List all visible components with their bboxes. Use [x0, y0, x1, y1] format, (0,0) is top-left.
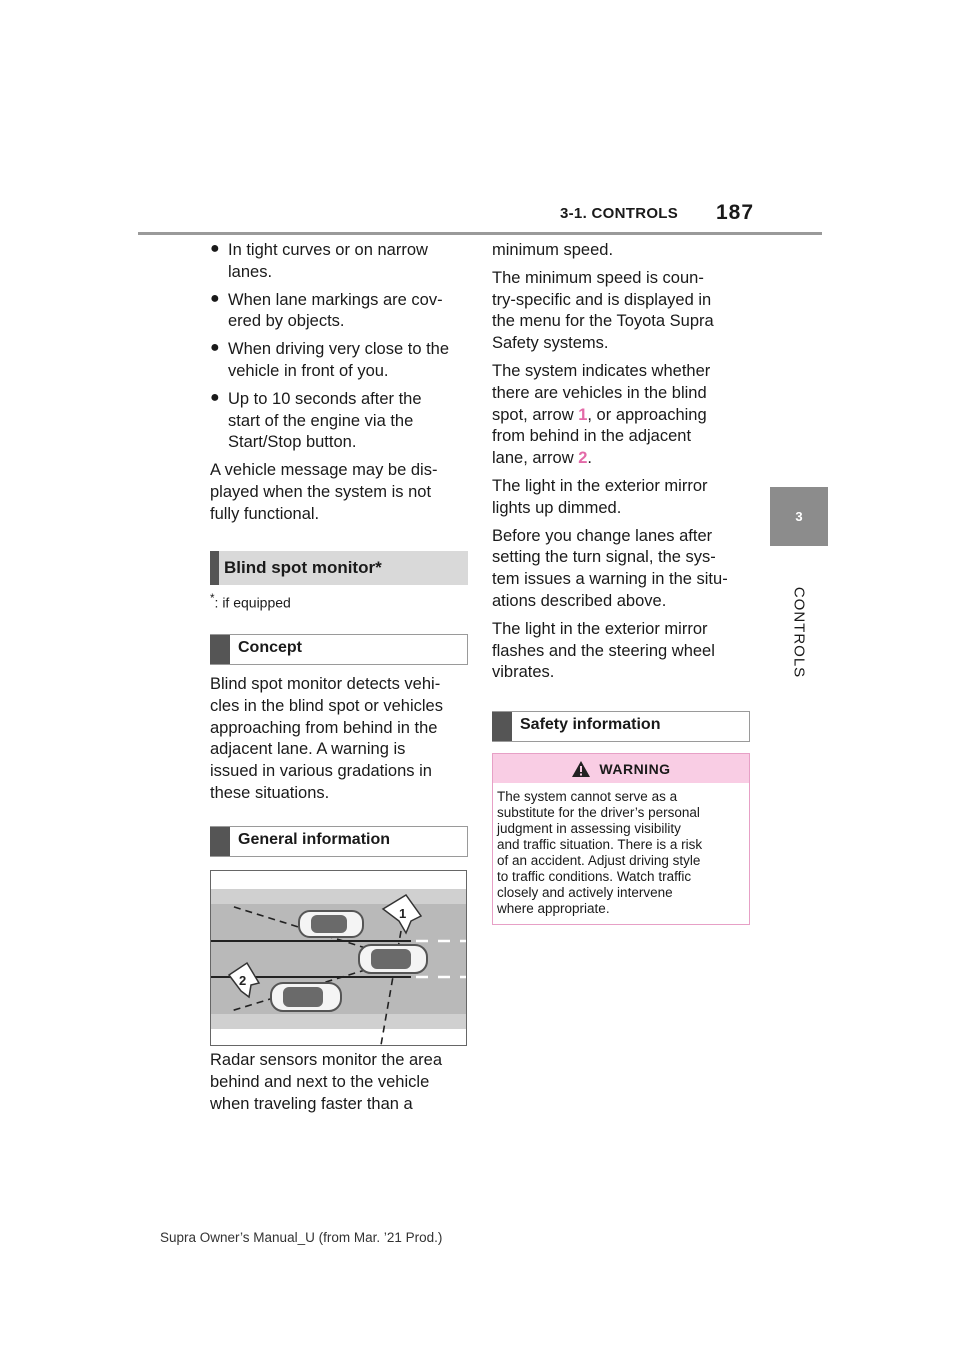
text-line: setting the turn signal, the sys- [492, 548, 716, 567]
text-line: The system cannot serve as a [497, 789, 678, 804]
text-line: Safety systems. [492, 334, 609, 353]
bullet-line: vehicle in front of you. [228, 361, 389, 380]
bullet-line: start of the engine via the [228, 411, 414, 430]
header-rule [138, 232, 822, 235]
paragraph [492, 361, 752, 470]
paragraph [210, 460, 475, 525]
text-line: flashes and the steering wheel [492, 641, 715, 660]
paragraph [492, 240, 752, 262]
radar-paragraph [210, 1050, 475, 1115]
footnote-mark: * [210, 592, 215, 605]
text-line: ations described above. [492, 591, 667, 610]
text-run: spot, arrow [492, 405, 579, 424]
chapter-label: CONTROLS [790, 586, 808, 679]
text-line: approaching from behind in the [210, 718, 438, 737]
text-line: tem issues a warning in the situ- [492, 570, 728, 589]
subheading-text: Concept [238, 639, 302, 656]
bullet-icon: ● [210, 240, 220, 257]
bullet-icon: ● [210, 289, 220, 307]
text-line: Before you change lanes after [492, 526, 713, 545]
text-line: when traveling faster than a [210, 1094, 413, 1113]
warning-triangle-icon [571, 760, 591, 778]
text-line: to traffic conditions. Watch traffic [497, 869, 692, 884]
text-line: the menu for the Toyota Supra [492, 312, 714, 331]
bullet-icon: ● [210, 339, 220, 357]
text-line: try-specific and is displayed in [492, 290, 712, 309]
warning-box [492, 753, 750, 925]
bullet-line: When driving very close to the [228, 340, 450, 359]
heading-bar [210, 635, 230, 664]
text-line: fully functional. [210, 504, 320, 523]
text-line: The minimum speed is coun- [492, 268, 704, 287]
bullet-line: Start/Stop button. [228, 433, 357, 452]
text-line: substitute for the driver’s personal [497, 805, 700, 820]
left-column [210, 240, 475, 532]
text-run: , or approaching [587, 405, 707, 424]
heading-bar [210, 827, 230, 856]
paragraph [492, 268, 752, 355]
text-line: lights up dimmed. [492, 498, 622, 517]
chapter-tab: 3 [770, 487, 828, 546]
road-illustration [211, 871, 466, 1045]
text-line: where appropriate. [497, 901, 610, 916]
bullet-line: Up to 10 seconds after the [228, 389, 422, 408]
section-heading: Blind spot monitor* [210, 551, 468, 585]
subheading-concept [210, 634, 468, 665]
warning-title: WARNING [599, 760, 671, 777]
text-line: issued in various gradations in [210, 762, 432, 781]
text-line: A vehicle message may be dis- [210, 461, 438, 480]
text-line: The system indicates whether [492, 361, 711, 380]
text-line: from behind in the adjacent [492, 427, 692, 446]
bullet-line: In tight curves or on narrow [228, 241, 428, 259]
text-run: lane, arrow [492, 449, 579, 468]
page-footer: Supra Owner’s Manual_U (from Mar. ’21 Prod.) [160, 1230, 443, 1245]
bullet-icon: ● [210, 388, 220, 406]
text-line: and traffic situation. There is a risk [497, 837, 703, 852]
text-line: behind and next to the vehicle [210, 1072, 430, 1091]
car-bottom-icon [271, 983, 341, 1011]
page-number: 187 [716, 201, 755, 224]
text-line: Radar sensors monitor the area [210, 1051, 443, 1069]
arrow-2-label: 2 [239, 973, 247, 988]
section-title: 3-1. CONTROLS [560, 205, 679, 222]
bullet-line: ered by objects. [228, 312, 345, 331]
subheading-safety [492, 711, 750, 742]
text-line: The light in the exterior mirror [492, 476, 708, 495]
paragraph [492, 476, 752, 520]
text-line [492, 448, 752, 470]
concept-paragraph [210, 674, 475, 805]
text-line: Blind spot monitor detects vehi- [210, 675, 441, 693]
bullet-line: lanes. [228, 262, 273, 281]
bullet-item [210, 339, 475, 383]
car-top-icon [299, 911, 363, 937]
text-line: The light in the exterior mirror [492, 619, 708, 638]
text-line: of an accident. Adjust driving style [497, 853, 701, 868]
text-line: there are vehicles in the blind [492, 383, 707, 402]
blind-spot-figure [210, 870, 467, 1046]
text-run: . [587, 449, 592, 468]
text-line: minimum speed. [492, 241, 614, 259]
subheading-text: General information [238, 831, 391, 848]
bullet-item [210, 240, 475, 284]
text-line: these situations. [210, 783, 330, 802]
text-line: adjacent lane. A warning is [210, 740, 406, 759]
car-middle-icon [359, 945, 427, 973]
footnote [210, 592, 291, 611]
heading-bar [492, 712, 512, 741]
bullet-line: When lane markings are cov- [228, 290, 443, 309]
text-line: judgment in assessing visibility [497, 821, 681, 836]
text-line: closely and actively intervene [497, 885, 673, 900]
arrow-ref-1: 1 [578, 405, 588, 424]
subheading-text: Safety information [520, 716, 661, 733]
subheading-general [210, 826, 468, 857]
paragraph [492, 526, 752, 613]
arrow-ref-2: 2 [578, 449, 588, 468]
warning-header [493, 754, 749, 783]
text-line: cles in the blind spot or vehicles [210, 696, 443, 715]
warning-text [493, 783, 749, 917]
bullet-item [210, 290, 475, 334]
text-line [492, 405, 752, 427]
text-line: vibrates. [492, 663, 555, 682]
arrow-1-label: 1 [399, 906, 407, 921]
text-line: played when the system is not [210, 482, 432, 501]
bullet-item [210, 389, 475, 454]
paragraph [492, 619, 752, 684]
right-column [492, 240, 752, 690]
footnote-text: : if equipped [214, 594, 291, 611]
